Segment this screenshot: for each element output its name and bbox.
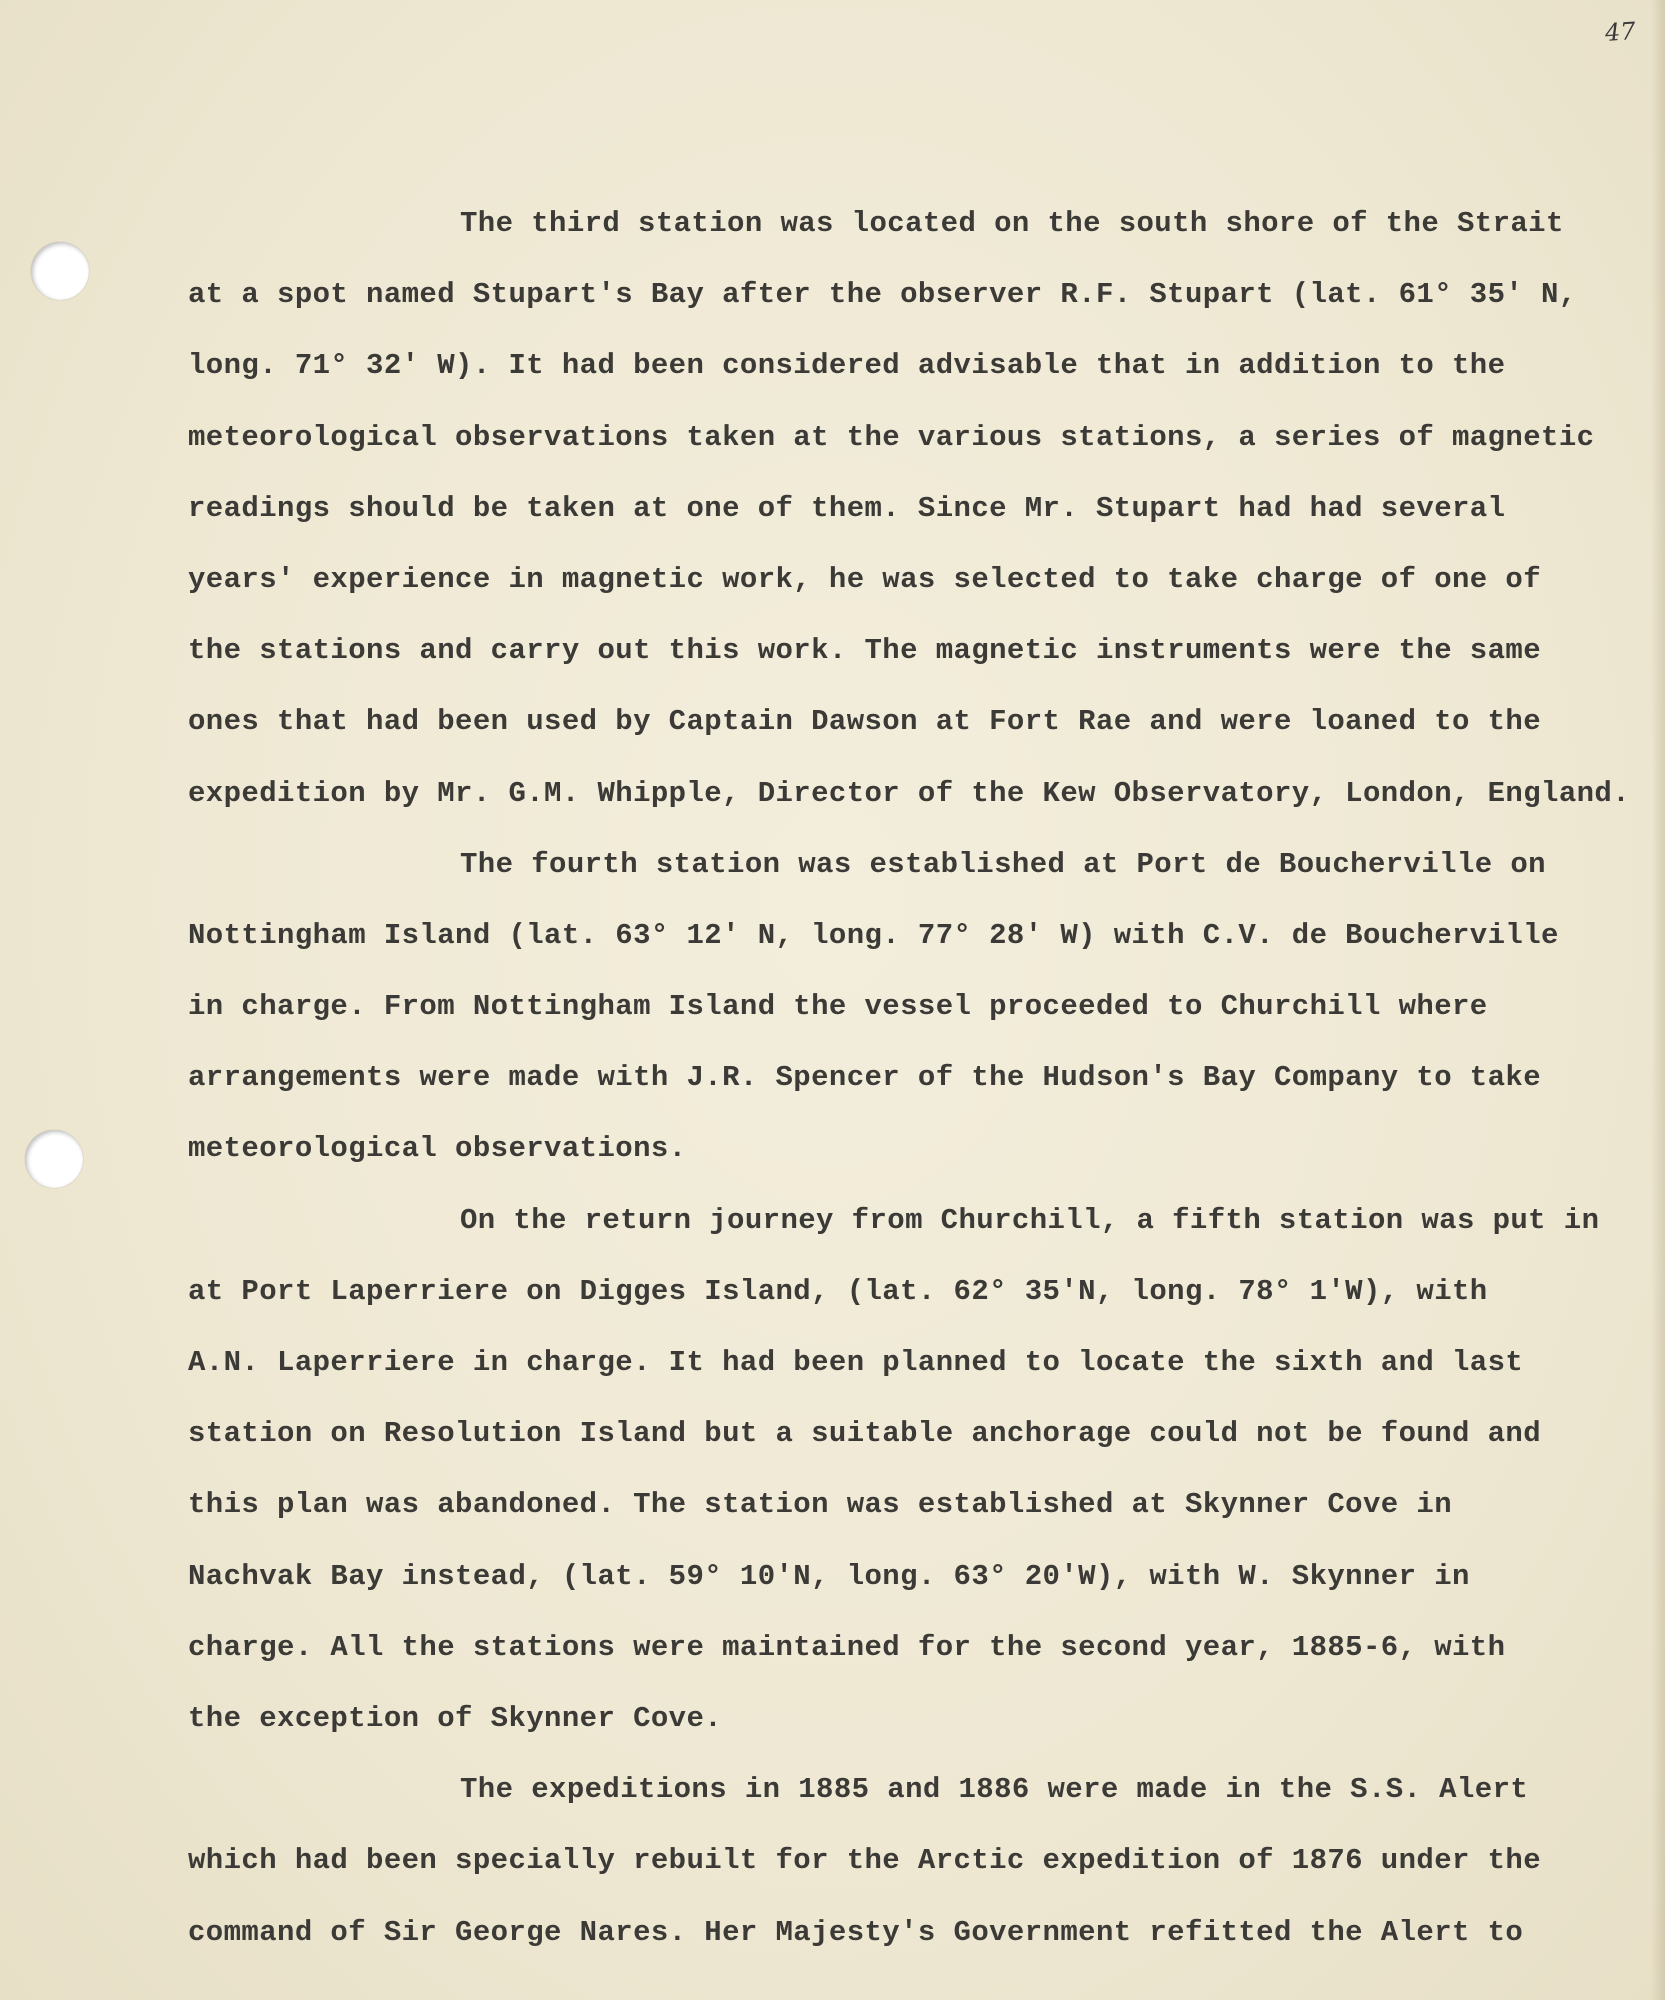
paragraph-2-line-4: arrangements were made with J.R. Spencer of the Hudson's Bay Company to take [188, 1061, 1542, 1095]
paragraph-4-line-3: command of Sir George Nares. Her Majesty's Government refitted the Alert to [188, 1915, 1524, 1949]
punch-hole-top [31, 242, 89, 300]
paragraph-1-line-1: The third station was located on the south shore of the Strait [460, 207, 1564, 240]
paragraph-2-line-2: Nottingham Island (lat. 63° 12' N, long. 77° 28' W) with C.V. de Boucherville [188, 918, 1559, 952]
paragraph-1-line-8: ones that had been used by Captain Dawson at Fort Rae and were loaned to the [188, 705, 1542, 739]
paragraph-1-line-7: the stations and carry out this work. The magnetic instruments were the same [188, 634, 1542, 668]
paragraph-1-line-4: meteorological observations taken at the various stations, a series of magnetic [188, 420, 1595, 454]
paragraph-3-line-7: charge. All the stations were maintained for the second year, 1885-6, with [188, 1630, 1506, 1664]
paragraph-4-line-1: The expeditions in 1885 and 1886 were made in the S.S. Alert [460, 1773, 1529, 1807]
paragraph-3-line-8: the exception of Skynner Cove. [188, 1701, 723, 1735]
paragraph-1-line-2: at a spot named Stupart's Bay after the observer R.F. Stupart (lat. 61° 35' N, [188, 278, 1577, 312]
page-number: 47 [1604, 16, 1637, 48]
paragraph-2-line-1: The fourth station was established at Port de Boucherville on [460, 847, 1546, 881]
paragraph-3-line-3: A.N. Laperriere in charge. It had been planned to locate the sixth and last [188, 1346, 1524, 1379]
paragraph-2-line-5: meteorological observations. [188, 1132, 687, 1166]
paragraph-1-line-5: readings should be taken at one of them. Since Mr. Stupart had had several [188, 491, 1506, 525]
paragraph-3-line-5: this plan was abandoned. The station was established at Skynner Cove in [188, 1488, 1453, 1522]
page-edge-shadow [1651, 0, 1665, 2000]
paragraph-1-line-9: expedition by Mr. G.M. Whipple, Director of the Kew Observatory, London, England. [188, 776, 1631, 810]
paragraph-3-line-6: Nachvak Bay instead, (lat. 59° 10'N, long. 63° 20'W), with W. Skynner in [188, 1559, 1470, 1593]
paragraph-3-line-1: On the return journey from Churchill, a fifth station was put in [460, 1203, 1600, 1237]
punch-hole-bottom [25, 1130, 83, 1188]
paragraph-1-line-3: long. 71° 32' W). It had been considered advisable that in addition to the [188, 349, 1506, 383]
body-text [188, 188, 1631, 1968]
paragraph-4-line-2: which had been specially rebuilt for the Arctic expedition of 1876 under the [188, 1844, 1542, 1878]
paragraph-1-line-6: years' experience in magnetic work, he was selected to take charge of one of [188, 562, 1542, 596]
paragraph-2-line-3: in charge. From Nottingham Island the vessel proceeded to Churchill where [188, 990, 1488, 1024]
paragraph-3-line-2: at Port Laperriere on Digges Island, (lat. 62° 35'N, long. 78° 1'W), with [188, 1274, 1488, 1308]
paragraph-3-line-4: station on Resolution Island but a suitable anchorage could not be found and [188, 1417, 1542, 1451]
